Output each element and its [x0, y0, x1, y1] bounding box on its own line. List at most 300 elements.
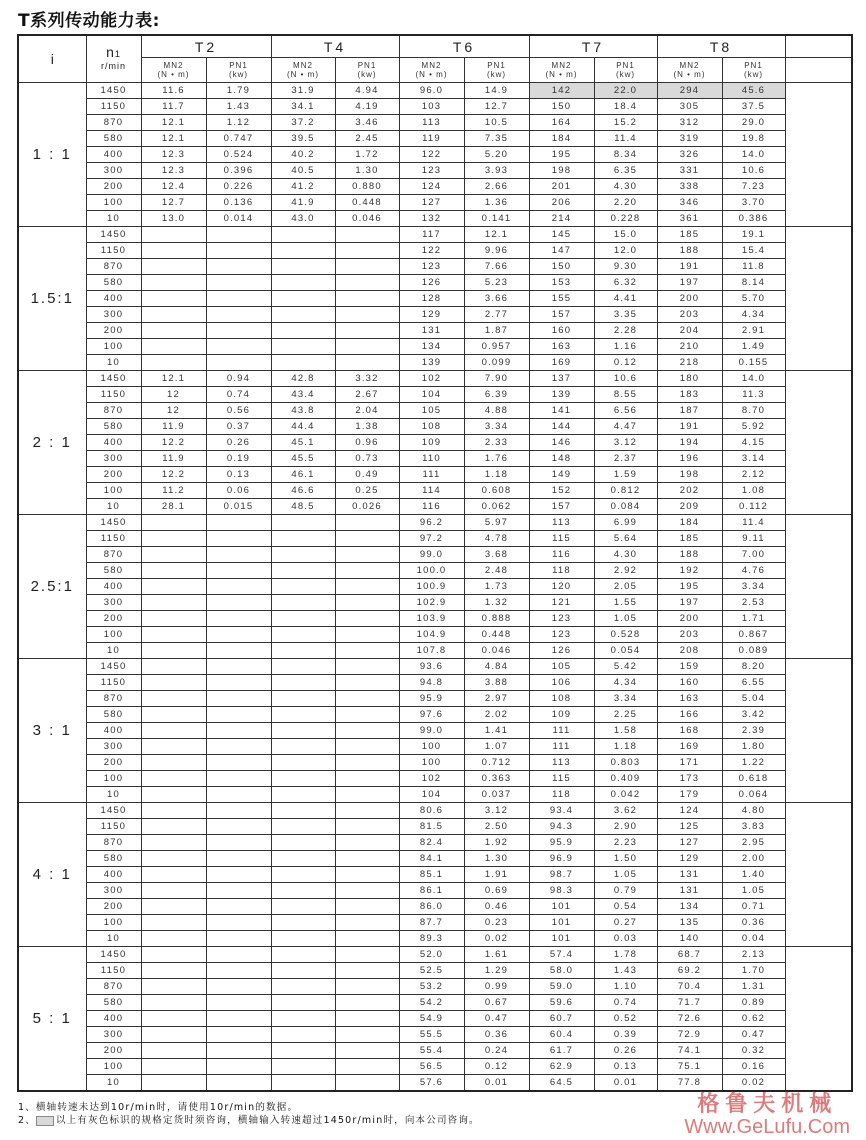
torque-cell: 326 — [657, 147, 722, 163]
torque-cell: 312 — [657, 115, 722, 131]
torque-cell: 12.2 — [141, 435, 206, 451]
power-cell — [206, 947, 271, 963]
power-cell — [335, 643, 399, 659]
power-cell: 0.94 — [206, 371, 271, 387]
torque-cell: 74.1 — [657, 1043, 722, 1059]
torque-cell: 12.2 — [141, 467, 206, 483]
power-cell: 0.618 — [722, 771, 785, 787]
table-row — [18, 323, 852, 339]
power-cell: 1.08 — [722, 483, 785, 499]
torque-cell: 108 — [529, 691, 594, 707]
torque-cell: 171 — [657, 755, 722, 771]
power-cell: 2.66 — [464, 179, 529, 195]
power-cell: 2.04 — [335, 403, 399, 419]
table-row — [18, 1027, 852, 1043]
torque-cell — [141, 787, 206, 803]
torque-cell: 203 — [657, 307, 722, 323]
power-cell — [206, 739, 271, 755]
power-cell: 0.528 — [594, 627, 657, 643]
torque-cell: 153 — [529, 275, 594, 291]
power-cell: 1.38 — [335, 419, 399, 435]
footnote-2: 2、 以上有灰色标识的规格定货时须咨询，横轴输入转速超过1450r/min时，向本公司咨询。 — [18, 1115, 480, 1126]
blank-column-cell — [785, 947, 852, 1092]
power-cell: 0.01 — [594, 1075, 657, 1092]
torque-cell: 60.7 — [529, 1011, 594, 1027]
power-cell: 0.74 — [206, 387, 271, 403]
torque-cell — [141, 1011, 206, 1027]
power-cell — [206, 787, 271, 803]
speed-cell: 300 — [86, 307, 141, 323]
power-cell — [206, 835, 271, 851]
torque-cell — [141, 259, 206, 275]
table-row — [18, 899, 852, 915]
power-cell: 0.136 — [206, 195, 271, 211]
torque-cell: 110 — [399, 451, 464, 467]
torque-cell — [271, 707, 335, 723]
torque-cell: 95.9 — [529, 835, 594, 851]
torque-cell: 13.0 — [141, 211, 206, 227]
power-cell: 1.92 — [464, 835, 529, 851]
power-cell: 6.56 — [594, 403, 657, 419]
power-cell: 14.0 — [722, 147, 785, 163]
power-cell: 0.25 — [335, 483, 399, 499]
power-cell — [335, 323, 399, 339]
speed-cell: 580 — [86, 131, 141, 147]
torque-cell: 104 — [399, 387, 464, 403]
torque-cell: 102 — [399, 771, 464, 787]
torque-cell: 12.7 — [141, 195, 206, 211]
torque-cell — [271, 899, 335, 915]
torque-cell: 128 — [399, 291, 464, 307]
speed-cell: 300 — [86, 595, 141, 611]
torque-cell: 113 — [529, 515, 594, 531]
torque-cell: 45.5 — [271, 451, 335, 467]
speed-cell: 10 — [86, 1075, 141, 1092]
torque-cell — [271, 675, 335, 691]
torque-cell: 163 — [657, 691, 722, 707]
power-cell: 5.23 — [464, 275, 529, 291]
torque-cell: 196 — [657, 451, 722, 467]
table-row — [18, 675, 852, 691]
speed-cell: 1150 — [86, 963, 141, 979]
power-cell: 1.55 — [594, 595, 657, 611]
torque-cell: 191 — [657, 419, 722, 435]
power-cell: 1.43 — [206, 99, 271, 115]
power-cell: 2.92 — [594, 563, 657, 579]
power-cell — [335, 563, 399, 579]
torque-cell: 145 — [529, 227, 594, 243]
table-row — [18, 259, 852, 275]
power-cell: 0.02 — [464, 931, 529, 947]
power-cell: 5.70 — [722, 291, 785, 307]
torque-cell: 41.9 — [271, 195, 335, 211]
torque-cell: 64.5 — [529, 1075, 594, 1092]
power-cell — [335, 659, 399, 675]
torque-cell: 94.3 — [529, 819, 594, 835]
power-cell: 3.34 — [594, 691, 657, 707]
power-cell — [335, 1075, 399, 1092]
power-cell: 0.67 — [464, 995, 529, 1011]
power-cell: 12.7 — [464, 99, 529, 115]
table-row — [18, 1043, 852, 1059]
power-cell: 11.8 — [722, 259, 785, 275]
table-row — [18, 755, 852, 771]
torque-cell: 168 — [657, 723, 722, 739]
power-cell: 0.99 — [464, 979, 529, 995]
power-cell: 2.13 — [722, 947, 785, 963]
torque-cell: 82.4 — [399, 835, 464, 851]
torque-cell: 107.8 — [399, 643, 464, 659]
torque-cell: 166 — [657, 707, 722, 723]
speed-cell: 200 — [86, 755, 141, 771]
power-cell: 1.80 — [722, 739, 785, 755]
torque-cell: 46.6 — [271, 483, 335, 499]
torque-cell: 12.4 — [141, 179, 206, 195]
torque-cell: 124 — [657, 803, 722, 819]
power-cell: 6.32 — [594, 275, 657, 291]
torque-cell: 346 — [657, 195, 722, 211]
torque-cell: 68.7 — [657, 947, 722, 963]
torque-cell: 98.7 — [529, 867, 594, 883]
table-row — [18, 1011, 852, 1027]
torque-cell: 157 — [529, 307, 594, 323]
transmission-capacity-table — [17, 34, 853, 1092]
torque-cell: 218 — [657, 355, 722, 371]
torque-cell — [271, 627, 335, 643]
blank-header — [785, 35, 852, 58]
power-cell: 0.363 — [464, 771, 529, 787]
power-cell: 0.19 — [206, 451, 271, 467]
power-cell: 0.73 — [335, 451, 399, 467]
power-cell: 8.34 — [594, 147, 657, 163]
speed-cell: 10 — [86, 211, 141, 227]
power-cell: 8.20 — [722, 659, 785, 675]
torque-cell: 71.7 — [657, 995, 722, 1011]
torque-cell: 61.7 — [529, 1043, 594, 1059]
table-row — [18, 819, 852, 835]
torque-cell: 103.9 — [399, 611, 464, 627]
power-cell: 3.12 — [594, 435, 657, 451]
speed-cell: 100 — [86, 915, 141, 931]
power-cell: 3.32 — [335, 371, 399, 387]
power-cell — [335, 243, 399, 259]
power-cell: 1.10 — [594, 979, 657, 995]
watermark — [684, 1092, 850, 1138]
power-cell: 12.1 — [464, 227, 529, 243]
speed-cell: 580 — [86, 419, 141, 435]
power-cell — [206, 979, 271, 995]
torque-cell — [271, 867, 335, 883]
torque-cell: 105 — [399, 403, 464, 419]
table-row — [18, 307, 852, 323]
torque-cell — [141, 851, 206, 867]
power-cell — [335, 947, 399, 963]
power-cell: 11.3 — [722, 387, 785, 403]
power-cell: 1.05 — [594, 867, 657, 883]
power-cell: 1.91 — [464, 867, 529, 883]
torque-cell: 152 — [529, 483, 594, 499]
power-cell: 0.712 — [464, 755, 529, 771]
torque-cell — [141, 323, 206, 339]
speed-cell: 300 — [86, 883, 141, 899]
power-cell: 0.062 — [464, 499, 529, 515]
power-cell: 10.6 — [722, 163, 785, 179]
power-cell: 6.55 — [722, 675, 785, 691]
torque-cell — [271, 803, 335, 819]
blank-column-cell — [785, 371, 852, 515]
torque-cell: 52.0 — [399, 947, 464, 963]
power-cell: 0.46 — [464, 899, 529, 915]
torque-cell: 209 — [657, 499, 722, 515]
torque-cell: 12.1 — [141, 371, 206, 387]
speed-cell: 1450 — [86, 371, 141, 387]
torque-cell — [271, 915, 335, 931]
torque-cell: 43.8 — [271, 403, 335, 419]
power-cell — [335, 979, 399, 995]
torque-cell: 206 — [529, 195, 594, 211]
torque-cell — [271, 691, 335, 707]
torque-cell: 200 — [657, 611, 722, 627]
power-cell: 0.448 — [464, 627, 529, 643]
table-row — [18, 467, 852, 483]
power-cell: 2.45 — [335, 131, 399, 147]
table-row — [18, 739, 852, 755]
table-row — [18, 947, 852, 963]
torque-cell — [141, 547, 206, 563]
speed-header: n1 r/min — [86, 35, 141, 83]
torque-cell — [271, 227, 335, 243]
torque-cell: 11.9 — [141, 419, 206, 435]
power-cell: 0.04 — [722, 931, 785, 947]
torque-cell: 109 — [529, 707, 594, 723]
torque-cell: 105 — [529, 659, 594, 675]
torque-cell: 106 — [529, 675, 594, 691]
ratio-cell: 1 : 1 — [18, 83, 86, 227]
gray-legend-swatch — [36, 1116, 54, 1126]
table-row — [18, 371, 852, 387]
power-cell: 4.47 — [594, 419, 657, 435]
torque-cell — [141, 947, 206, 963]
torque-cell: 93.4 — [529, 803, 594, 819]
table-row — [18, 211, 852, 227]
speed-cell: 870 — [86, 259, 141, 275]
blank-column-cell — [785, 515, 852, 659]
torque-cell: 187 — [657, 403, 722, 419]
power-cell — [335, 819, 399, 835]
torque-cell: 12 — [141, 403, 206, 419]
torque-cell: 104 — [399, 787, 464, 803]
model-header-t2: T2 — [141, 35, 271, 58]
torque-cell: 129 — [399, 307, 464, 323]
power-cell — [335, 851, 399, 867]
power-cell: 0.089 — [722, 643, 785, 659]
power-cell: 4.34 — [594, 675, 657, 691]
power-cell — [206, 899, 271, 915]
power-cell: 8.14 — [722, 275, 785, 291]
torque-cell: 86.0 — [399, 899, 464, 915]
power-cell: 0.014 — [206, 211, 271, 227]
ratio-cell: 2.5:1 — [18, 515, 86, 659]
power-cell: 0.12 — [594, 355, 657, 371]
power-cell: 9.96 — [464, 243, 529, 259]
power-cell: 7.00 — [722, 547, 785, 563]
torque-cell: 115 — [529, 771, 594, 787]
power-cell: 1.31 — [722, 979, 785, 995]
mn-subheader: MN2 (N • m) — [399, 58, 464, 83]
torque-cell: 123 — [399, 163, 464, 179]
power-cell — [335, 531, 399, 547]
torque-cell: 179 — [657, 787, 722, 803]
power-cell: 0.226 — [206, 179, 271, 195]
power-cell: 0.56 — [206, 403, 271, 419]
model-header-t7: T7 — [529, 35, 657, 58]
torque-cell: 40.2 — [271, 147, 335, 163]
torque-cell: 164 — [529, 115, 594, 131]
speed-cell: 580 — [86, 995, 141, 1011]
torque-cell: 129 — [657, 851, 722, 867]
ratio-cell: 4 : 1 — [18, 803, 86, 947]
torque-cell — [271, 739, 335, 755]
power-cell — [206, 339, 271, 355]
torque-cell: 55.4 — [399, 1043, 464, 1059]
torque-cell: 77.8 — [657, 1075, 722, 1092]
power-cell — [206, 627, 271, 643]
power-cell: 0.62 — [722, 1011, 785, 1027]
power-cell — [335, 787, 399, 803]
torque-cell — [271, 515, 335, 531]
torque-cell: 157 — [529, 499, 594, 515]
power-cell: 0.046 — [464, 643, 529, 659]
power-cell — [335, 275, 399, 291]
torque-cell: 57.4 — [529, 947, 594, 963]
power-cell: 0.409 — [594, 771, 657, 787]
mn-subheader: MN2 (N • m) — [657, 58, 722, 83]
power-cell: 3.12 — [464, 803, 529, 819]
torque-cell: 160 — [657, 675, 722, 691]
speed-cell: 580 — [86, 275, 141, 291]
torque-cell: 147 — [529, 243, 594, 259]
power-cell: 0.046 — [335, 211, 399, 227]
power-cell — [206, 531, 271, 547]
torque-cell — [141, 355, 206, 371]
ratio-header: i — [18, 35, 86, 83]
power-cell: 1.50 — [594, 851, 657, 867]
table-row — [18, 163, 852, 179]
torque-cell: 94.8 — [399, 675, 464, 691]
power-cell — [335, 1043, 399, 1059]
table-row — [18, 579, 852, 595]
power-cell: 3.34 — [722, 579, 785, 595]
torque-cell: 118 — [529, 563, 594, 579]
torque-cell: 131 — [399, 323, 464, 339]
torque-cell: 125 — [657, 819, 722, 835]
torque-cell: 85.1 — [399, 867, 464, 883]
torque-cell: 123 — [529, 611, 594, 627]
power-cell: 0.36 — [722, 915, 785, 931]
speed-cell: 10 — [86, 787, 141, 803]
table-row — [18, 995, 852, 1011]
power-cell: 8.70 — [722, 403, 785, 419]
power-cell — [335, 227, 399, 243]
torque-cell: 48.5 — [271, 499, 335, 515]
torque-cell: 137 — [529, 371, 594, 387]
power-cell: 29.0 — [722, 115, 785, 131]
table-row — [18, 387, 852, 403]
torque-cell: 39.5 — [271, 131, 335, 147]
power-cell — [335, 611, 399, 627]
torque-cell: 97.6 — [399, 707, 464, 723]
power-cell: 1.36 — [464, 195, 529, 211]
torque-cell: 96.2 — [399, 515, 464, 531]
speed-cell: 870 — [86, 979, 141, 995]
power-cell: 0.23 — [464, 915, 529, 931]
page-title: T系列传动能力表: — [18, 11, 160, 31]
torque-cell — [141, 723, 206, 739]
power-cell: 5.42 — [594, 659, 657, 675]
power-cell — [206, 931, 271, 947]
torque-cell: 200 — [657, 291, 722, 307]
table-row — [18, 419, 852, 435]
table-row — [18, 147, 852, 163]
blank-column-cell — [785, 659, 852, 803]
blank-column-cell — [785, 803, 852, 947]
speed-cell: 870 — [86, 403, 141, 419]
power-cell: 0.47 — [464, 1011, 529, 1027]
torque-cell: 113 — [529, 755, 594, 771]
mn-subheader: MN2 (N • m) — [271, 58, 335, 83]
torque-cell — [141, 563, 206, 579]
power-cell: 10.6 — [594, 371, 657, 387]
table-row — [18, 835, 852, 851]
torque-cell — [141, 627, 206, 643]
power-cell: 1.12 — [206, 115, 271, 131]
power-cell: 0.524 — [206, 147, 271, 163]
table-row — [18, 83, 852, 99]
table-row — [18, 403, 852, 419]
power-cell — [206, 243, 271, 259]
power-cell: 0.02 — [722, 1075, 785, 1092]
power-cell — [335, 883, 399, 899]
torque-cell: 11.6 — [141, 83, 206, 99]
power-cell — [206, 707, 271, 723]
power-cell: 2.39 — [722, 723, 785, 739]
table-row — [18, 515, 852, 531]
power-cell: 0.16 — [722, 1059, 785, 1075]
power-cell: 0.13 — [206, 467, 271, 483]
torque-cell — [141, 867, 206, 883]
mn-subheader: MN2 (N • m) — [529, 58, 594, 83]
torque-cell: 98.3 — [529, 883, 594, 899]
speed-cell: 200 — [86, 611, 141, 627]
torque-cell — [141, 227, 206, 243]
power-cell: 1.72 — [335, 147, 399, 163]
table-row — [18, 195, 852, 211]
torque-cell — [141, 515, 206, 531]
table-row — [18, 243, 852, 259]
torque-cell: 192 — [657, 563, 722, 579]
power-cell: 0.12 — [464, 1059, 529, 1075]
power-cell: 2.53 — [722, 595, 785, 611]
power-cell: 0.13 — [594, 1059, 657, 1075]
power-cell — [206, 771, 271, 787]
power-cell — [335, 707, 399, 723]
torque-cell — [271, 659, 335, 675]
torque-cell: 109 — [399, 435, 464, 451]
speed-cell: 200 — [86, 323, 141, 339]
power-cell: 0.03 — [594, 931, 657, 947]
speed-cell: 1450 — [86, 659, 141, 675]
power-cell: 7.66 — [464, 259, 529, 275]
